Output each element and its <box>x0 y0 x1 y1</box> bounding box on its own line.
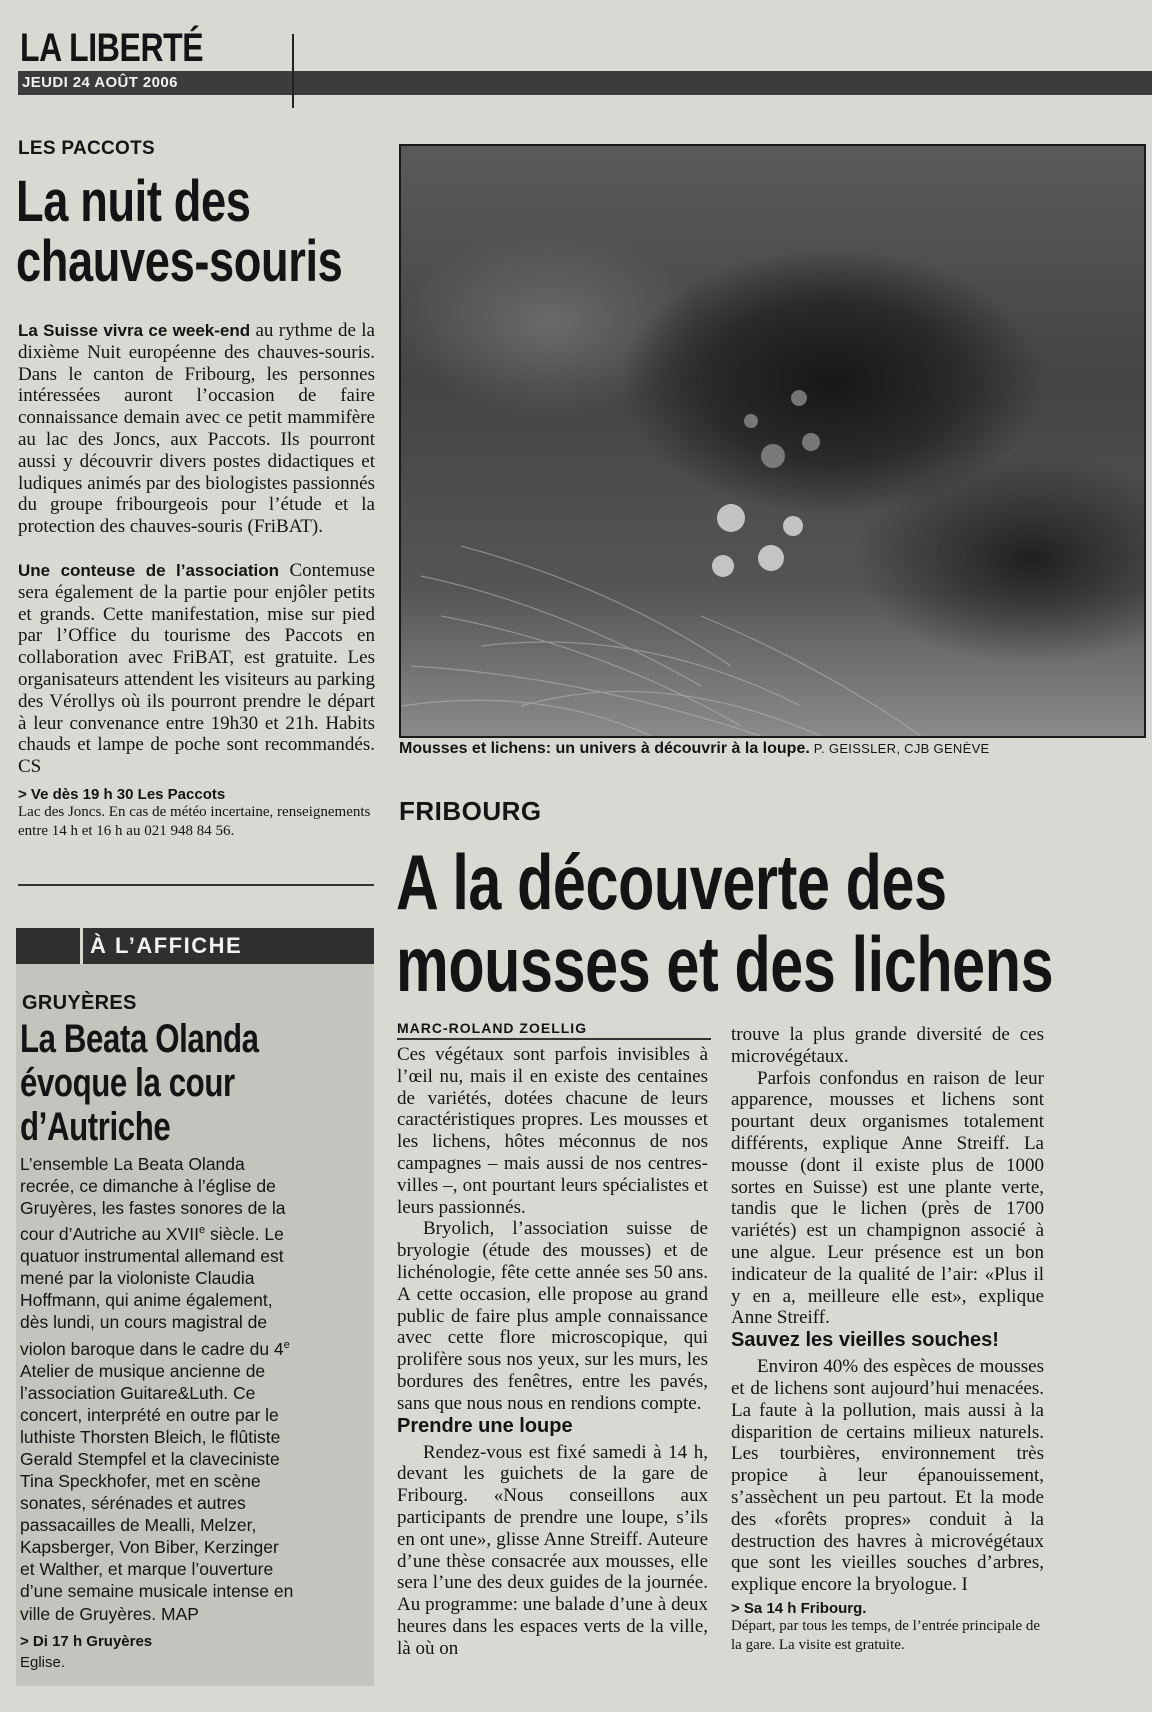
mosses-paragraph-2: Bryolich, l’association suisse de bryologie (étude des mousses) et de lichénologie, fête cette année ses 50 ans. A cette occasion, elle propose au grand public de faire plus ample connaissance avec cette flore microscopique, qui prolifère sous nos yeux, sur les murs, les bordures des fenêtres, entre les pavés, sans que nous nous en rendions compte. <box>397 1218 708 1414</box>
bats-text-1: au rythme de la dixième Nuit européenne des chauves-souris. Dans le canton de Fribourg, les personnes intéressées auront l’occasion de faire connaissance demain avec ce petit mammifère au lac des Joncs, aux Paccots. Ils pourront aussi y découvrir divers postes didactiques et ludiques animés par des biologistes passionnés du groupe fribourgeois pour l’étude et la protection des chauves-souris (FriBAT). <box>18 320 375 538</box>
newspaper-name: LA LIBERTÉ <box>20 26 204 70</box>
mosses-column-1 <box>397 1044 708 1660</box>
moss-photo <box>399 144 1146 738</box>
subhead-sauvez-les-vieilles-souches: Sauvez les vieilles souches! <box>731 1329 999 1352</box>
masthead-divider <box>292 34 294 108</box>
mosses-headline-line2: mousses et des lichens <box>396 920 1054 1008</box>
affiche-body <box>20 1153 298 1672</box>
photo-credit: P. GEISSLER, CJB GENÈVE <box>813 741 990 756</box>
mosses-info: Départ, par tous les temps, de l’entrée principale de la gare. La visite est gratuite. <box>731 1617 1041 1653</box>
mosses-paragraph-3: Rendez-vous est fixé samedi à 14 h, devant les guichets de la gare de Fribourg. «Nous conseillons aux participants de prendre une loupe, s’ils en ont une», glisse Anne Streiff. Auteure d’une thèse consacrée aux mousses, elle sera l’une des deux guides de la journée. Au programme: une balade d’une à deux heures dans les espaces verts de la ville, là où on <box>397 1441 708 1659</box>
moss-photo-texture <box>401 146 1144 736</box>
affiche-headline-line3: d’Autriche <box>20 1105 171 1149</box>
bats-text-2: Contemuse sera également de la partie pour enjôler petits et grands. Cette manifestation, mise sur pied par l’Office du tourisme des Paccots en collaboration avec FriBAT, est gratuite. Les organisateurs attendent les visiteurs au parking des Vérollys où ils pourront prendre le départ à leur convenance entre 19h30 et 21h. Habits chauds et lampe de poche sont recommandés. CS <box>18 559 375 778</box>
bats-lead-2: Une conteuse de l’association <box>18 560 279 580</box>
bats-info: Lac des Joncs. En cas de météo incertaine, renseignements entre 14 h et 16 h au 021 948 84 56. <box>18 803 371 839</box>
affiche-banner-notch <box>80 928 83 964</box>
bats-headline-line2: chauves-souris <box>16 229 343 294</box>
bats-body <box>18 320 375 841</box>
mosses-paragraph-1: Ces végétaux sont parfois invisibles à l’œil nu, mais il en existe des centaines de variétés, dotées chacune de leurs caractéristiques propres. Les mousses et les lichens, hôtes méconnus de nos campagnes – mais aussi de nos centres-villes –, ont pourtant leurs spécialistes et leurs passionnés. <box>397 1044 708 1218</box>
mosses-column-2 <box>731 1024 1044 1655</box>
masthead-rule <box>18 71 1152 95</box>
bats-kicker: LES PACCOTS <box>18 138 156 159</box>
mosses-headline-line1: A la découverte des <box>396 838 947 926</box>
photo-caption-line <box>399 740 1144 758</box>
byline-rule <box>397 1038 711 1040</box>
byline: MARC-ROLAND ZOELLIG <box>397 1020 588 1036</box>
mosses-paragraph-5: Parfois confondus en raison de leur apparence, mousses et lichens sont pourtant deux organismes totalement différents, explique Anne Streiff. La mousse (dont il existe plus de 1000 sortes en Suisse) est une plante verte, tandis que le lichen (près de 1700 variétés) est un champignon associé à une algue. Leur présence est un bon indicateur de la qualité de l’air: «Plus il y en a, meilleure elle est», explique Anne Streiff. <box>731 1067 1044 1329</box>
affiche-kicker: GRUYÈRES <box>22 992 137 1014</box>
left-column-rule <box>18 884 374 886</box>
affiche-banner-label: À L’AFFICHE <box>90 933 243 958</box>
affiche-paragraph: L’ensemble La Beata Olanda recrée, ce dimanche à l’église de Gruyères, les fastes sonores de la cour d’Autriche au XVIIe siècle. Le quatuor instrumental allemand est mené par la violoniste Claudia Hoffmann, qui anime également, dès lundi, un cours magistral de violon baroque dans le cadre du 4e Atelier de musique ancienne de l’association Guitare&Luth. Ce concert, interprété en outre par le luthiste Thorsten Bleich, le flûtiste Gerald Stempfel et la claveciniste Tina Speckhofer, met en scène sonates, sérénades et autres passacailles de Mealli, Melzer, Kapsberger, Von Biber, Kerzinger et Walther, et marque l’ouverture d’une semaine musicale intense en ville de Gruyères. MAP <box>20 1154 294 1624</box>
mosses-paragraph-4: trouve la plus grande diversité de ces microvégétaux. <box>731 1024 1044 1067</box>
bats-info-heading: > Ve dès 19 h 30 Les Paccots <box>18 785 226 803</box>
bats-headline-line1: La nuit des <box>16 169 251 234</box>
affiche-headline-line2: évoque la cour <box>20 1061 235 1105</box>
bats-paragraph-2 <box>18 560 375 778</box>
mosses-paragraph-6: Environ 40% des espèces de mousses et de lichens sont aujourd’hui menacées. La faute à la pollution, mais aussi à la disparition de certains milieux naturels. Les tourbières, environnement très propice à leur épanouissement, s’assèchent un peu partout. Et la mode des «forêts propres» conduit à la destruction des havres à microvégétaux que sont les vieilles souches d’arbres, explique encore la bryologue. I <box>731 1356 1044 1596</box>
affiche-headline-line1: La Beata Olanda <box>20 1017 259 1061</box>
mosses-info-heading: > Sa 14 h Fribourg. <box>731 1599 867 1617</box>
photo-caption: Mousses et lichens: un univers à découvrir à la loupe. <box>399 740 810 757</box>
bats-lead-1: La Suisse vivra ce week-end <box>18 321 251 340</box>
subhead-prendre-une-loupe: Prendre une loupe <box>397 1414 573 1437</box>
affiche-info-heading: > Di 17 h Gruyères <box>20 1632 153 1650</box>
affiche-info: Eglise. <box>20 1653 66 1671</box>
bats-paragraph-1 <box>18 320 375 538</box>
mosses-kicker: FRIBOURG <box>399 796 542 826</box>
issue-date: JEUDI 24 AOÛT 2006 <box>22 74 178 91</box>
